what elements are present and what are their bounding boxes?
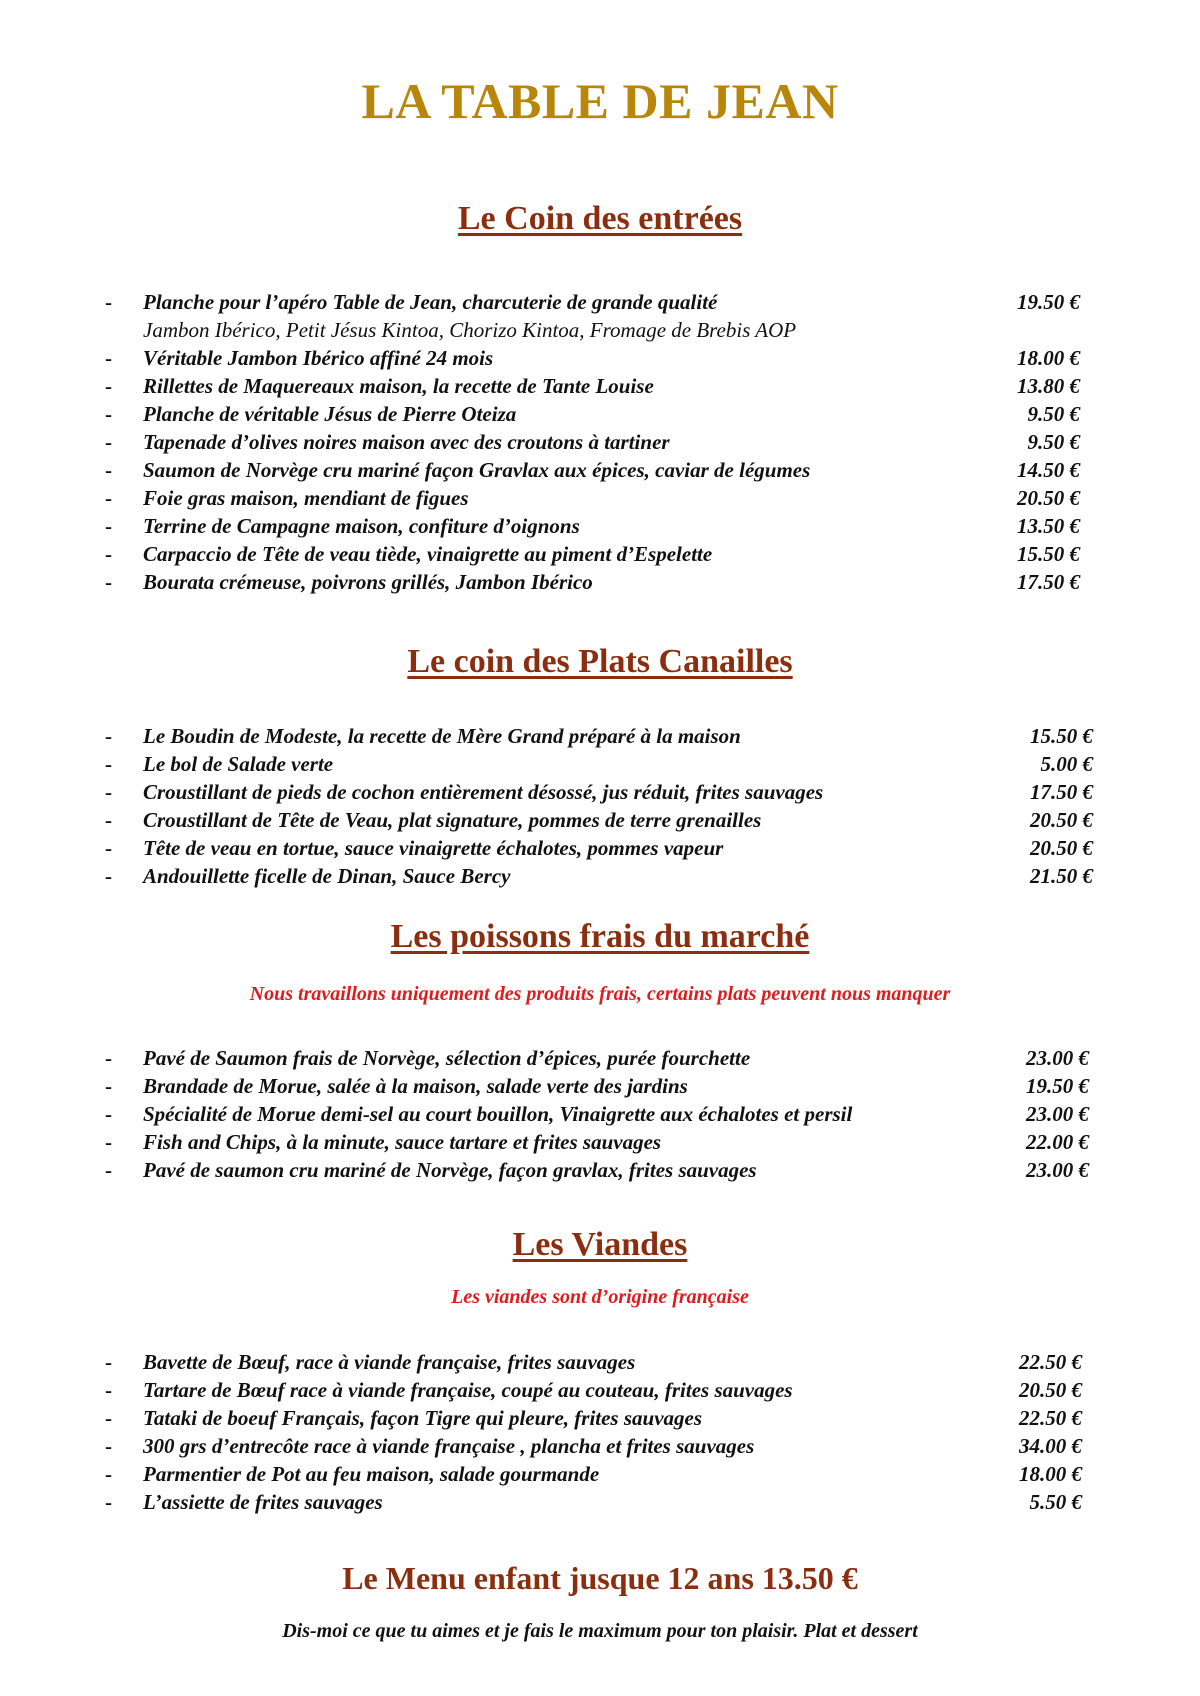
menu-item xyxy=(0,288,1200,316)
menu-item-bullet: - xyxy=(105,486,112,510)
menu-item-price: 21.50 € xyxy=(1030,864,1093,888)
menu-item-price: 34.00 € xyxy=(1019,1434,1082,1458)
section-note-viandes: Les viandes sont d’origine française xyxy=(451,1286,749,1308)
menu-item-name: Rillettes de Maquereaux maison, la recette de Tante Louise xyxy=(143,374,654,398)
menu-item-bullet: - xyxy=(105,290,112,314)
menu-item xyxy=(0,862,1200,890)
menu-item-bullet: - xyxy=(105,1046,112,1070)
menu-item xyxy=(0,1348,1200,1376)
menu-item-price: 20.50 € xyxy=(1030,808,1093,832)
menu-item-name: L’assiette de frites sauvages xyxy=(143,1490,383,1514)
menu-item-name: Croustillant de Tête de Veau, plat signature, pommes de terre grenailles xyxy=(143,808,762,832)
menu-enfant-heading: Le Menu enfant jusque 12 ans 13.50 € xyxy=(342,1560,858,1596)
menu-item-name: Terrine de Campagne maison, confiture d’oignons xyxy=(143,514,580,538)
menu-item-name: Planche de véritable Jésus de Pierre Oteiza xyxy=(143,402,517,426)
section-heading-viandes: Les Viandes xyxy=(512,1226,688,1263)
menu-item-price: 20.50 € xyxy=(1030,836,1093,860)
menu-item-bullet: - xyxy=(105,752,112,776)
menu-item xyxy=(0,1404,1200,1432)
menu-item-name: Andouillette ficelle de Dinan, Sauce Bercy xyxy=(143,864,511,888)
menu-item-bullet: - xyxy=(105,836,112,860)
menu-list-poissons xyxy=(0,1044,1200,1184)
menu-item-bullet: - xyxy=(105,402,112,426)
menu-item-bullet: - xyxy=(105,1102,112,1126)
menu-item-bullet: - xyxy=(105,1462,112,1486)
menu-item-name: Pavé de Saumon frais de Norvège, sélection d’épices, purée fourchette xyxy=(143,1046,751,1070)
menu-item-description-text: Jambon Ibérico, Petit Jésus Kintoa, Chorizo Kintoa, Fromage de Brebis AOP xyxy=(143,318,797,342)
menu-item-bullet: - xyxy=(105,346,112,370)
menu-item-price: 9.50 € xyxy=(1027,402,1080,426)
menu-item-name: Pavé de saumon cru mariné de Norvège, façon gravlax, frites sauvages xyxy=(143,1158,757,1182)
menu-item-name: Le Boudin de Modeste, la recette de Mère Grand préparé à la maison xyxy=(143,724,741,748)
menu-item xyxy=(0,344,1200,372)
menu-list-viandes xyxy=(0,1348,1200,1516)
menu-item-name: Bavette de Bœuf, race à viande française, frites sauvages xyxy=(143,1350,636,1374)
menu-item-bullet: - xyxy=(105,864,112,888)
menu-item-price: 14.50 € xyxy=(1017,458,1080,482)
section-heading-canailles: Le coin des Plats Canailles xyxy=(407,643,793,680)
menu-item xyxy=(0,806,1200,834)
menu-item xyxy=(0,1460,1200,1488)
menu-item-name: Tataki de boeuf Français, façon Tigre qui pleure, frites sauvages xyxy=(143,1406,703,1430)
menu-item xyxy=(0,1128,1200,1156)
menu-item xyxy=(0,540,1200,568)
menu-item-price: 20.50 € xyxy=(1019,1378,1082,1402)
menu-item-price: 23.00 € xyxy=(1026,1158,1089,1182)
menu-item-bullet: - xyxy=(105,1158,112,1182)
menu-item-price: 18.00 € xyxy=(1017,346,1080,370)
menu-item xyxy=(0,428,1200,456)
menu-item-price: 5.00 € xyxy=(1040,752,1093,776)
restaurant-title: LA TABLE DE JEAN xyxy=(361,73,839,129)
menu-item xyxy=(0,456,1200,484)
menu-item-price: 13.80 € xyxy=(1017,374,1080,398)
menu-item xyxy=(0,834,1200,862)
menu-item-price: 22.00 € xyxy=(1026,1130,1089,1154)
section-heading-poissons: Les poissons frais du marché xyxy=(390,918,810,955)
menu-item xyxy=(0,400,1200,428)
menu-item-bullet: - xyxy=(105,1434,112,1458)
menu-item-price: 22.50 € xyxy=(1019,1350,1082,1374)
menu-item-bullet: - xyxy=(105,514,112,538)
menu-item-name: Saumon de Norvège cru mariné façon Gravlax aux épices, caviar de légumes xyxy=(143,458,811,482)
menu-item-price: 18.00 € xyxy=(1019,1462,1082,1486)
menu-item-name: Bourata crémeuse, poivrons grillés, Jambon Ibérico xyxy=(143,570,593,594)
menu-item-price: 17.50 € xyxy=(1017,570,1080,594)
menu-item xyxy=(0,1376,1200,1404)
menu-item-price: 5.50 € xyxy=(1029,1490,1082,1514)
menu-item xyxy=(0,372,1200,400)
menu-item-name: Tête de veau en tortue, sauce vinaigrette échalotes, pommes vapeur xyxy=(143,836,724,860)
menu-item-price: 9.50 € xyxy=(1027,430,1080,454)
menu-item xyxy=(0,568,1200,596)
menu-item-name: Parmentier de Pot au feu maison, salade gourmande xyxy=(143,1462,600,1486)
menu-item-price: 20.50 € xyxy=(1017,486,1080,510)
menu-item-bullet: - xyxy=(105,542,112,566)
menu-item xyxy=(0,750,1200,778)
menu-item-name: Fish and Chips, à la minute, sauce tartare et frites sauvages xyxy=(143,1130,662,1154)
menu-item-price: 15.50 € xyxy=(1017,542,1080,566)
menu-item-name: Tapenade d’olives noires maison avec des croutons à tartiner xyxy=(143,430,670,454)
menu-item-bullet: - xyxy=(105,1130,112,1154)
menu-item xyxy=(0,1100,1200,1128)
menu-item-bullet: - xyxy=(105,430,112,454)
menu-item xyxy=(0,778,1200,806)
menu-item-name: Véritable Jambon Ibérico affiné 24 mois xyxy=(143,346,494,370)
menu-item-name: Croustillant de pieds de cochon entièrement désossé, jus réduit, frites sauvages xyxy=(143,780,824,804)
menu-item xyxy=(0,484,1200,512)
menu-item-bullet: - xyxy=(105,808,112,832)
menu-item xyxy=(0,1044,1200,1072)
menu-item-name: Le bol de Salade verte xyxy=(143,752,334,776)
menu-item-name: Planche pour l’apéro Table de Jean, charcuterie de grande qualité xyxy=(143,290,718,314)
menu-item-price: 17.50 € xyxy=(1030,780,1093,804)
menu-item-name: Carpaccio de Tête de veau tiède, vinaigrette au piment d’Espelette xyxy=(143,542,713,566)
menu-item-name: 300 grs d’entrecôte race à viande française , plancha et frites sauvages xyxy=(143,1434,755,1458)
menu-item-price: 23.00 € xyxy=(1026,1102,1089,1126)
menu-item-price: 13.50 € xyxy=(1017,514,1080,538)
menu-item-bullet: - xyxy=(105,1074,112,1098)
menu-item-bullet: - xyxy=(105,1406,112,1430)
menu-item-price: 22.50 € xyxy=(1019,1406,1082,1430)
menu-item-bullet: - xyxy=(105,724,112,748)
menu-item-name: Spécialité de Morue demi-sel au court bouillon, Vinaigrette aux échalotes et persil xyxy=(143,1102,853,1126)
menu-item-name: Brandade de Morue, salée à la maison, salade verte des jardins xyxy=(143,1074,688,1098)
menu-item xyxy=(0,722,1200,750)
menu-item-price: 15.50 € xyxy=(1030,724,1093,748)
section-heading-entrees: Le Coin des entrées xyxy=(457,200,743,237)
menu-item xyxy=(0,1156,1200,1184)
menu-list-entrees xyxy=(0,288,1200,596)
menu-item-price: 19.50 € xyxy=(1017,290,1080,314)
menu-item-price: 19.50 € xyxy=(1026,1074,1089,1098)
menu-item-bullet: - xyxy=(105,1350,112,1374)
menu-item xyxy=(0,1072,1200,1100)
menu-enfant-note: Dis-moi ce que tu aimes et je fais le maximum pour ton plaisir. Plat et dessert xyxy=(282,1620,918,1642)
menu-item-bullet: - xyxy=(105,458,112,482)
menu-item-bullet: - xyxy=(105,374,112,398)
menu-item-bullet: - xyxy=(105,780,112,804)
menu-item-name: Tartare de Bœuf race à viande française, coupé au couteau, frites sauvages xyxy=(143,1378,793,1402)
menu-item xyxy=(0,512,1200,540)
menu-item xyxy=(0,1488,1200,1516)
menu-item-description xyxy=(0,316,1200,344)
menu-item-bullet: - xyxy=(105,570,112,594)
menu-item-name: Foie gras maison, mendiant de figues xyxy=(143,486,469,510)
menu-list-canailles xyxy=(0,722,1200,890)
menu-item-price: 23.00 € xyxy=(1026,1046,1089,1070)
section-note-poissons: Nous travaillons uniquement des produits frais, certains plats peuvent nous manquer xyxy=(249,983,951,1005)
menu-item xyxy=(0,1432,1200,1460)
menu-item-bullet: - xyxy=(105,1490,112,1514)
menu-item-bullet: - xyxy=(105,1378,112,1402)
